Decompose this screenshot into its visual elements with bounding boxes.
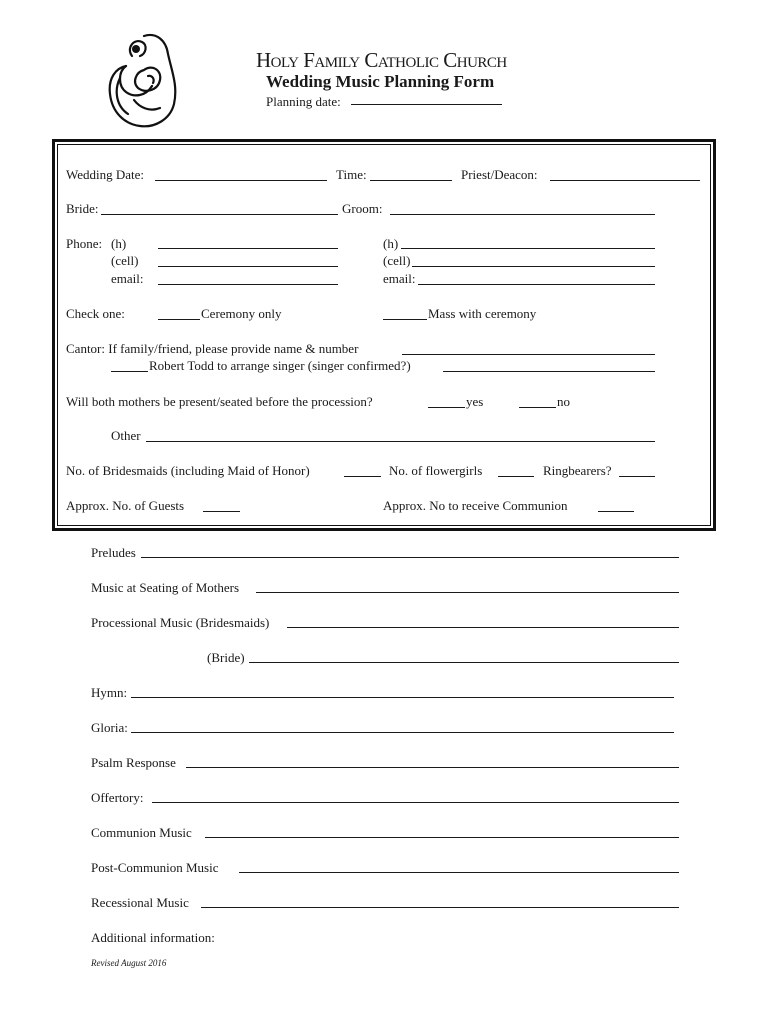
time-label: Time:: [336, 167, 367, 182]
groom-home-phone-field[interactable]: [401, 248, 655, 249]
bride-field[interactable]: [101, 214, 338, 215]
psalm-response-label: Psalm Response: [91, 755, 176, 770]
church-logo: [104, 28, 182, 130]
gloria-label: Gloria:: [91, 720, 128, 735]
guests-label: Approx. No. of Guests: [66, 498, 185, 513]
priest-deacon-label: Priest/Deacon:: [461, 167, 538, 182]
bride-cell-phone-field[interactable]: [158, 266, 338, 267]
mothers-yes-label: yes: [466, 394, 484, 409]
groom-cell-phone-label: (cell): [383, 253, 411, 268]
psalm-response-field[interactable]: [186, 767, 679, 768]
communion-count-label: Approx. No to receive Communion: [383, 498, 568, 513]
bride-email-label: email:: [111, 271, 144, 286]
bridesmaids-field[interactable]: [344, 476, 381, 477]
revision-note: Revised August 2016: [91, 958, 167, 968]
bride-home-phone-field[interactable]: [158, 248, 338, 249]
offertory-field[interactable]: [152, 802, 679, 803]
mothers-no-label: no: [557, 394, 570, 409]
processional-bride-label: (Bride): [207, 650, 245, 665]
phone-label: Phone:: [66, 236, 103, 251]
bride-email-field[interactable]: [158, 284, 338, 285]
bride-cell-phone-label: (cell): [111, 253, 139, 268]
cantor-label: Cantor: If family/friend, please provide name & number: [66, 341, 359, 356]
bride-home-phone-label: (h): [111, 236, 127, 251]
bridesmaids-label: No. of Bridesmaids (including Maid of Honor): [66, 463, 310, 478]
robert-todd-checkbox[interactable]: [111, 371, 148, 372]
mass-with-ceremony-checkbox[interactable]: [383, 319, 427, 320]
post-communion-label: Post-Communion Music: [91, 860, 219, 875]
communion-music-field[interactable]: [205, 837, 679, 838]
communion-music-label: Communion Music: [91, 825, 192, 840]
groom-home-phone-label: (h): [383, 236, 399, 251]
post-communion-field[interactable]: [239, 872, 679, 873]
priest-deacon-field[interactable]: [550, 180, 700, 181]
other-label: Other: [111, 428, 141, 443]
hymn-label: Hymn:: [91, 685, 128, 700]
processional-bridesmaids-field[interactable]: [287, 627, 679, 628]
hymn-field[interactable]: [131, 697, 674, 698]
preludes-field[interactable]: [141, 557, 679, 558]
gloria-field[interactable]: [131, 732, 674, 733]
mothers-yes-checkbox[interactable]: [428, 407, 465, 408]
form-title: Wedding Music Planning Form: [266, 72, 495, 91]
robert-todd-label: Robert Todd to arrange singer (singer confirmed?): [149, 358, 411, 373]
time-field[interactable]: [370, 180, 452, 181]
ringbearers-field[interactable]: [619, 476, 655, 477]
communion-count-field[interactable]: [598, 511, 634, 512]
planning-date-field[interactable]: [351, 104, 502, 105]
mass-with-ceremony-label: Mass with ceremony: [428, 306, 537, 321]
wedding-date-label: Wedding Date:: [66, 167, 145, 182]
seating-music-field[interactable]: [256, 592, 679, 593]
church-title: Holy Family Catholic Church: [256, 48, 507, 72]
additional-info-label: Additional information:: [91, 930, 215, 945]
ceremony-only-label: Ceremony only: [201, 306, 282, 321]
guests-field[interactable]: [203, 511, 240, 512]
singer-confirmed-field[interactable]: [443, 371, 655, 372]
flowergirls-label: No. of flowergirls: [389, 463, 483, 478]
preludes-label: Preludes: [91, 545, 136, 560]
offertory-label: Offertory:: [91, 790, 144, 805]
cantor-field[interactable]: [402, 354, 655, 355]
planning-date-label: Planning date:: [266, 94, 341, 109]
groom-email-label: email:: [383, 271, 416, 286]
wedding-date-field[interactable]: [155, 180, 327, 181]
mothers-no-checkbox[interactable]: [519, 407, 556, 408]
check-one-label: Check one:: [66, 306, 125, 321]
mothers-question: Will both mothers be present/seated before the procession?: [66, 394, 373, 409]
groom-field[interactable]: [390, 214, 655, 215]
bride-label: Bride:: [66, 201, 99, 216]
ringbearers-label: Ringbearers?: [543, 463, 612, 478]
recessional-field[interactable]: [201, 907, 679, 908]
processional-bride-field[interactable]: [249, 662, 679, 663]
flowergirls-field[interactable]: [498, 476, 534, 477]
groom-email-field[interactable]: [418, 284, 655, 285]
recessional-label: Recessional Music: [91, 895, 189, 910]
groom-label: Groom:: [342, 201, 383, 216]
other-field[interactable]: [146, 441, 655, 442]
processional-bridesmaids-label: Processional Music (Bridesmaids): [91, 615, 270, 630]
seating-music-label: Music at Seating of Mothers: [91, 580, 240, 595]
groom-cell-phone-field[interactable]: [412, 266, 655, 267]
ceremony-only-checkbox[interactable]: [158, 319, 200, 320]
